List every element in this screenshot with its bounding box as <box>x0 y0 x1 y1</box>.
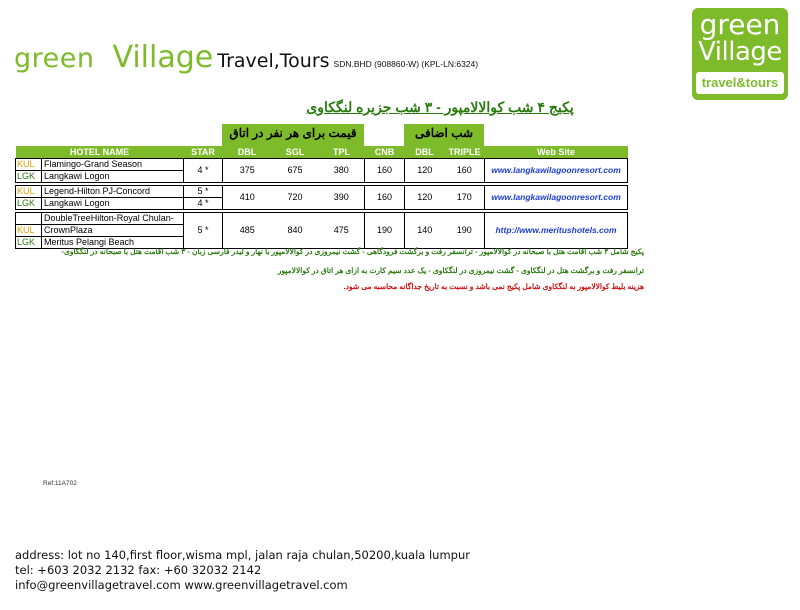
flight-exclusion-note: هزینه بلیط کوالالامپور به لنگکاوی شامل پکیج نمی باشد و نسبت به تاریخ جداگانه محاسبه می شود. <box>343 282 644 291</box>
package-inclusions-note: پکیج شامل ۴ شب اقامت هتل با صبحانه در کوالالامپور - ترانسفر رفت و برگشت فرودگاهی - گشت نیمروزی در کوالالامپور با نهار و لیدر فارسی زبان - ۳ شب اقامت هتل با صبحانه در لنگکاوی- <box>61 247 644 256</box>
price-dbl: 410 <box>223 185 272 209</box>
price-tpl: 475 <box>319 212 365 248</box>
price-sgl: 675 <box>272 158 319 182</box>
website-link[interactable]: www.langkawilagoonresort.com <box>485 185 628 209</box>
col-website: Web Site <box>485 146 628 158</box>
logo-line-2: Village <box>698 37 782 67</box>
extra-dbl: 120 <box>405 158 445 182</box>
hotel-name: Flamingo-Grand Season <box>42 158 184 170</box>
col-extra-dbl: DBL <box>405 146 445 158</box>
extra-night-header: شب اضافی <box>404 124 484 146</box>
col-dbl: DBL <box>223 146 272 158</box>
star-rating: 4 * <box>184 158 223 182</box>
col-star: STAR <box>184 146 223 158</box>
city-code: LGK <box>16 236 42 248</box>
price-sgl: 720 <box>272 185 319 209</box>
logo-line-1: green <box>699 8 781 41</box>
col-sgl: SGL <box>272 146 319 158</box>
table-row <box>16 212 628 224</box>
col-cnb: CNB <box>365 146 405 158</box>
price-tpl: 390 <box>319 185 365 209</box>
extra-triple: 170 <box>445 185 485 209</box>
website-link[interactable]: http://www.meritushotels.com <box>485 212 628 248</box>
reference-code: Ref:11A702 <box>43 480 77 487</box>
website-link[interactable]: www.langkawilagoonresort.com <box>485 158 628 182</box>
city-code: LGK <box>16 197 42 209</box>
hotel-name-continued: CrownPlaza <box>42 224 184 236</box>
package-title: پکیج ۴ شب کوالالامپور - ۳ شب جزیره لنگکاوی <box>306 99 574 115</box>
hotel-name: Langkawi Logon <box>42 170 184 182</box>
city-code: KUL <box>16 158 42 170</box>
extra-triple: 160 <box>445 158 485 182</box>
tour-price-table <box>15 146 628 249</box>
price-cnb: 160 <box>365 158 405 182</box>
address-line: address: lot no 140,first floor,wisma mpl, jalan raja chulan,50200,kuala lumpur <box>15 548 470 562</box>
price-tpl: 380 <box>319 158 365 182</box>
price-sgl: 840 <box>272 212 319 248</box>
col-hotel-name: HOTEL NAME <box>16 146 184 158</box>
price-cnb: 160 <box>365 185 405 209</box>
hotel-name: Legend-Hilton PJ-Concord <box>42 185 184 197</box>
brand-travel-tours: Travel,Tours <box>217 50 330 72</box>
col-extra-triple: TRIPLE <box>445 146 485 158</box>
table-row <box>16 158 628 170</box>
hotel-name: DoubleTreeHilton-Royal Chulan- <box>42 212 184 224</box>
extra-dbl: 120 <box>405 185 445 209</box>
col-tpl: TPL <box>319 146 365 158</box>
extra-triple: 190 <box>445 212 485 248</box>
table-header-row <box>16 146 628 158</box>
city-code: KUL <box>16 185 42 197</box>
registration-number: SDN.BHD (908860-W) (KPL-LN:6324) <box>333 59 479 69</box>
price-cnb: 190 <box>365 212 405 248</box>
hotel-name: Meritus Pelangi Beach <box>42 236 184 248</box>
brand-village-word: Village <box>112 40 214 75</box>
green-village-logo <box>692 8 788 100</box>
extra-dbl: 140 <box>405 212 445 248</box>
star-rating: 5 * <box>184 185 223 197</box>
hotel-name: Langkawi Logon <box>42 197 184 209</box>
contact-footer <box>15 548 470 593</box>
city-code: KUL <box>16 224 42 236</box>
package-inclusions-note-2: ترانسفر رفت و برگشت هتل در لنگکاوی - گشت نیمروزی در لنگکاوی - یک عدد سیم کارت به ازای هر اتاق در کوالالامپور <box>277 266 644 275</box>
web-line: info@greenvillagetravel.com www.greenvillagetravel.com <box>15 578 348 592</box>
brand-green-word: green <box>14 43 95 74</box>
price-dbl: 485 <box>223 212 272 248</box>
star-rating: 4 * <box>184 197 223 209</box>
city-code: LGK <box>16 170 42 182</box>
table-row <box>16 185 628 197</box>
logo-line-3: travel&tours <box>696 72 784 94</box>
phone-line: tel: +603 2032 2132 fax: +60 32032 2142 <box>15 563 262 577</box>
price-dbl: 375 <box>223 158 272 182</box>
star-rating: 5 * <box>184 212 223 248</box>
company-name <box>14 40 478 75</box>
price-per-person-header: قیمت برای هر نفر در اتاق <box>222 124 364 146</box>
